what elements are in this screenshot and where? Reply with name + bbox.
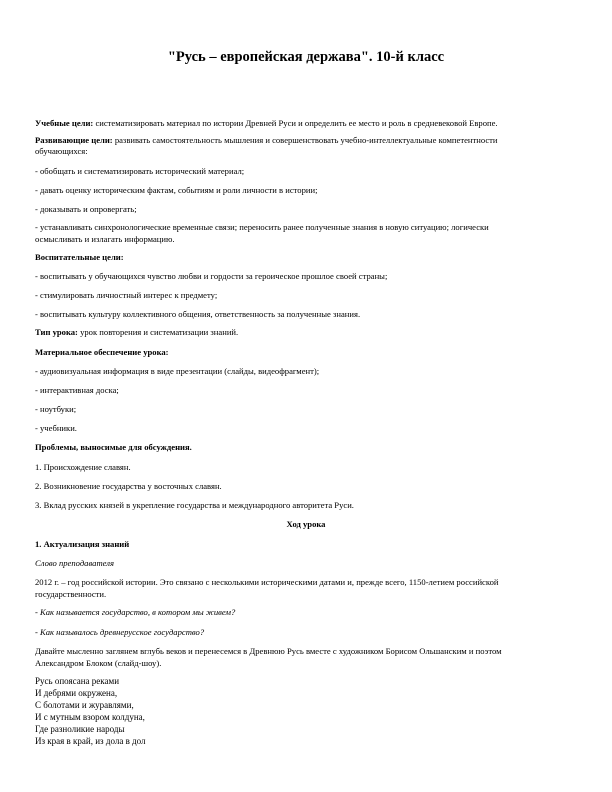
- materials-item: - интерактивная доска;: [35, 385, 119, 395]
- developing-goals-text: развивать самостоятельность мышления и совершенствовать учебно-интеллектуальные компетентности: [112, 135, 498, 145]
- educational-goals-text: систематизировать материал по истории Древней Руси и определить ее место и роль в средневековой Европе.: [93, 118, 498, 128]
- upbringing-goals-label: Воспитательные цели:: [35, 252, 124, 262]
- poem-line: И дебрями окружена,: [35, 688, 118, 698]
- developing-goal-item: - давать оценку историческим фактам, событиям и роли личности в истории;: [35, 185, 318, 195]
- upbringing-goal-item: - воспитывать культуру коллективного общения, ответственность за полученные знания.: [35, 309, 361, 319]
- problems-item: 3. Вклад русских князей в укрепление государства и международного авторитета Руси.: [35, 500, 354, 510]
- developing-goals-text-cont: обучающихся:: [35, 146, 88, 156]
- developing-goal-item: - устанавливать синхронологические временные связи; переносить ранее полученные знания в новую ситуацию; логически: [35, 222, 489, 232]
- poem-line: И с мутным взором колдуна,: [35, 712, 145, 722]
- developing-goals: [35, 135, 498, 146]
- upbringing-goal-item: - стимулировать личностный интерес к предмету;: [35, 290, 218, 300]
- materials-item: - аудиовизуальная информация в виде презентации (слайды, видеофрагмент);: [35, 366, 320, 376]
- poem-line: Где разноликие народы: [35, 724, 125, 734]
- developing-goal-item: осмысливать и излагать информацию.: [35, 234, 175, 244]
- problems-item: 1. Происхождение славян.: [35, 462, 131, 472]
- course-heading: Ход урока: [286, 519, 326, 529]
- developing-goal-item: - обобщать и систематизировать исторический материал;: [35, 166, 245, 176]
- materials-item: - учебники.: [35, 423, 77, 433]
- page-title: "Русь – европейская держава". 10-й класс: [167, 49, 445, 65]
- poem-line: Русь опоясана реками: [35, 676, 120, 686]
- paragraph-journey: Давайте мысленно заглянем вглубь веков и перенесемся в Древнюю Русь вместе с художником Борисом Ольшанским и поэтом: [35, 646, 502, 656]
- educational-goals: [35, 118, 498, 129]
- problems-label: Проблемы, выносимые для обсуждения.: [35, 442, 192, 452]
- lesson-type-text: урок повторения и систематизации знаний.: [77, 327, 239, 337]
- problems-item: 2. Возникновение государства у восточных славян.: [35, 481, 222, 491]
- materials-item: - ноутбуки;: [35, 404, 77, 414]
- paragraph-year-cont: государственности.: [35, 589, 107, 599]
- section-heading: 1. Актуализация знаний: [35, 539, 130, 549]
- poem-line: С болотами и журавлями,: [35, 700, 134, 710]
- lesson-type-label: Тип урока:: [35, 327, 78, 337]
- educational-goals-label: Учебные цели:: [35, 118, 94, 128]
- developing-goals-label: Развивающие цели:: [35, 135, 113, 145]
- materials-label: Материальное обеспечение урока:: [35, 347, 169, 357]
- question: - Как называется государство, в котором мы живем?: [35, 607, 236, 617]
- poem-line: Из края в край, из дола в дол: [35, 736, 146, 746]
- developing-goal-item: - доказывать и опровергать;: [35, 204, 137, 214]
- upbringing-goal-item: - воспитывать у обучающихся чувство любви и гордости за героическое прошлое своей страны;: [35, 271, 388, 281]
- question: - Как называлось древнерусское государство?: [35, 627, 205, 637]
- paragraph-year: 2012 г. – год российской истории. Это связано с несколькими историческими датами и, прежде всего, 1150-летием российской: [35, 577, 499, 587]
- paragraph-journey-cont: Александром Блоком (слайд-шоу).: [35, 658, 162, 668]
- teacher-word: Слово преподавателя: [35, 558, 114, 568]
- lesson-type: [35, 327, 238, 338]
